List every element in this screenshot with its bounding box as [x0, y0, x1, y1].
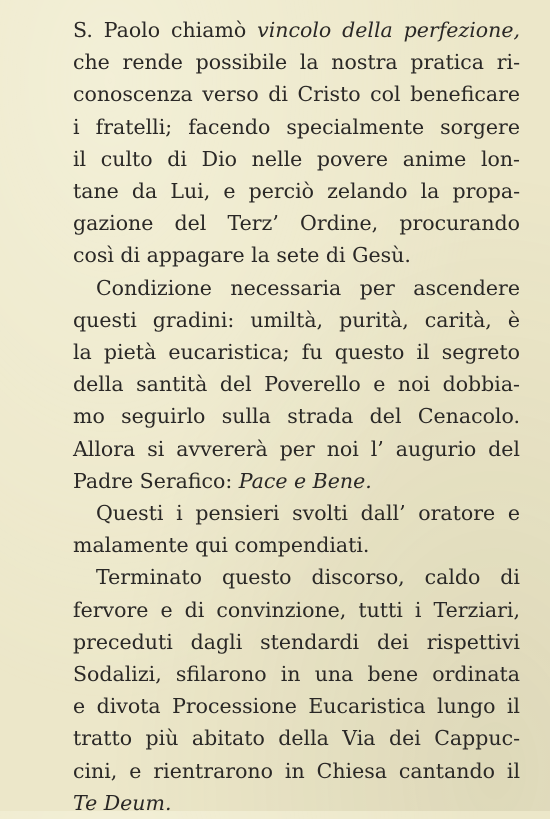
- text-span: Padre Serafico:: [73, 468, 239, 493]
- text-line: Sodalizi, sfilarono in una bene ordinata: [73, 662, 520, 687]
- italic-span: vincolo della perfezione,: [257, 18, 520, 42]
- text-line: [73, 14, 520, 46]
- text-line: e divota Processione Eucaristica lungo il: [73, 694, 520, 719]
- text-line: della santità del Poverello e noi dobbia-: [73, 372, 520, 397]
- text-line: gazione del Terz’ Ordine, procurando: [73, 211, 520, 236]
- text-span: S. Paolo chiamò: [73, 18, 258, 42]
- text-line: i fratelli; facendo specialmente sorgere: [73, 114, 520, 139]
- text-line: mo seguirlo sulla strada del Cenacolo.: [73, 404, 520, 429]
- text-line: il culto di Dio nelle povere anime lon-: [73, 146, 520, 171]
- text-line: Allora si avvererà per noi l’ augurio del: [73, 436, 520, 461]
- text-line: tane da Lui, e perciò zelando la propa-: [73, 179, 520, 204]
- text-line: conoscenza verso di Cristo col beneficare: [73, 82, 520, 107]
- text-line: Terminato questo discorso, caldo di: [96, 565, 520, 590]
- text-line: Questi i pensieri svolti dall’ oratore e: [96, 501, 520, 526]
- text-line: che rende possibile la nostra pratica ri-: [73, 50, 520, 75]
- text-line: Condizione necessaria per ascendere: [96, 275, 520, 300]
- text-line: [73, 787, 520, 819]
- text-line: [73, 465, 520, 497]
- paragraph-4: [73, 561, 520, 819]
- text-line: malamente qui compendiati.: [73, 533, 370, 558]
- text-line: così di appagare la sete di Gesù.: [73, 243, 411, 268]
- paragraph-1: [73, 14, 520, 272]
- italic-span: Pace e Bene.: [238, 468, 372, 493]
- paragraph-2: [73, 272, 520, 497]
- text-line: tratto più abitato della Via dei Cappuc-: [73, 726, 520, 751]
- text-line: cini, e rientrarono in Chiesa cantando il: [73, 758, 520, 783]
- paragraph-3: [73, 497, 520, 561]
- text-line: questi gradini: umiltà, purità, carità, è: [73, 307, 520, 332]
- text-line: fervore e di convinzione, tutti i Terziari,: [73, 597, 520, 622]
- text-line: preceduti dagli stendardi dei rispettivi: [73, 629, 520, 654]
- italic-span: Te Deum.: [73, 790, 172, 815]
- text-line: la pietà eucaristica; fu questo il segreto: [73, 340, 520, 365]
